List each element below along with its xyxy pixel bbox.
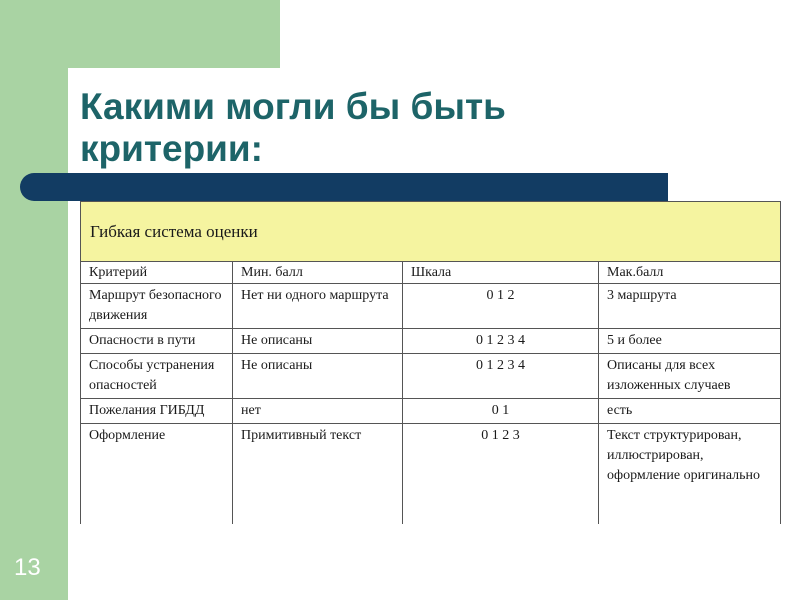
max-score-cell: Описаны для всех изложенных случаев [599,354,781,399]
min-score-cell: нет [233,399,403,424]
table-header-row [81,262,781,284]
max-score-cell: Текст структурирован, иллюстрирован, оформление оригинально [599,424,781,525]
title-divider-bar [20,173,668,201]
table-row [81,399,781,424]
min-score-cell: Не описаны [233,329,403,354]
criteria-table [80,201,781,524]
min-score-cell: Не описаны [233,354,403,399]
table-row [81,354,781,399]
column-header-criterion: Критерий [81,262,233,284]
scale-cell: 0 1 2 3 4 [403,329,599,354]
table-row [81,424,781,525]
slide-green-left-band [0,0,68,600]
slide-title: Какими могли бы быть критерии: [80,86,506,169]
table-caption: Гибкая система оценки [81,202,781,262]
slide-green-top-band [0,0,280,68]
criterion-cell: Опасности в пути [81,329,233,354]
column-header-scale: Шкала [403,262,599,284]
scale-cell: 0 1 2 3 4 [403,354,599,399]
criterion-cell: Пожелания ГИБДД [81,399,233,424]
min-score-cell: Примитивный текст [233,424,403,525]
slide-number: 13 [14,554,41,581]
column-header-min: Мин. балл [233,262,403,284]
scale-cell: 0 1 [403,399,599,424]
table-row [81,284,781,329]
criterion-cell: Оформление [81,424,233,525]
max-score-cell: есть [599,399,781,424]
column-header-max: Мак.балл [599,262,781,284]
max-score-cell: 3 маршрута [599,284,781,329]
scale-cell: 0 1 2 3 [403,424,599,525]
table-caption-row [81,202,781,262]
criterion-cell: Способы устранения опасностей [81,354,233,399]
max-score-cell: 5 и более [599,329,781,354]
table-row [81,329,781,354]
criterion-cell: Маршрут безопасного движения [81,284,233,329]
min-score-cell: Нет ни одного маршрута [233,284,403,329]
scale-cell: 0 1 2 [403,284,599,329]
